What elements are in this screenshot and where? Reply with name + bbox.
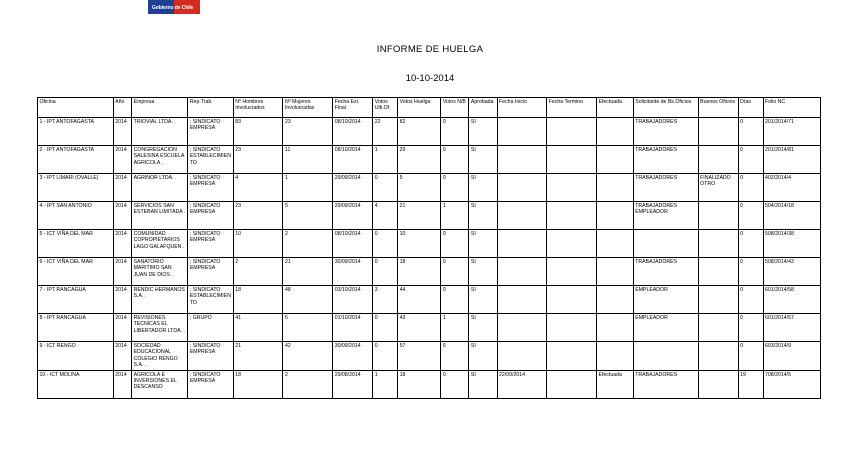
table-cell: 0	[373, 314, 398, 342]
table-cell	[597, 146, 634, 174]
table-cell: 0	[441, 146, 469, 174]
table-cell: 6 - ICT VIÑA DEL MAR	[38, 258, 114, 286]
table-cell	[497, 174, 547, 202]
table-cell	[597, 258, 634, 286]
table-cell	[497, 286, 547, 314]
table-cell: 23	[233, 202, 283, 230]
table-cell: 0	[373, 230, 398, 258]
table-cell: SANATORIO MARITIMO SAN JUAN DE DIOS .	[132, 258, 188, 286]
column-header: Empresa	[132, 98, 188, 118]
table-cell: ; SINDICATO EMPRESA	[188, 258, 233, 286]
table-cell: 19	[738, 370, 763, 398]
table-cell	[497, 342, 547, 371]
table-cell	[547, 174, 597, 202]
table-row	[38, 146, 821, 174]
table-cell: 0	[441, 230, 469, 258]
table-cell: 48	[283, 286, 333, 314]
table-cell	[633, 230, 698, 258]
table-cell: 3	[373, 286, 398, 314]
table-cell: 0	[373, 342, 398, 371]
table-cell	[547, 258, 597, 286]
column-header: Votos Ulti.Of.	[373, 98, 398, 118]
column-header: Fecha Exi. Final	[333, 98, 373, 118]
table-cell: 201/2014/81	[763, 146, 821, 174]
table-cell: 2014	[113, 230, 131, 258]
table-cell: SI	[469, 230, 497, 258]
table-cell: 402/2014/4	[763, 174, 821, 202]
table-cell: 2014	[113, 202, 131, 230]
table-cell	[698, 146, 738, 174]
table-cell: 0	[373, 258, 398, 286]
table-cell	[698, 342, 738, 371]
table-cell: SI	[469, 286, 497, 314]
table-cell: 29/09/2014	[333, 202, 373, 230]
table-row	[38, 230, 821, 258]
table-cell: REVISIONES TECNICAS EL LIBERTADOR LTDA. .	[132, 314, 188, 342]
table-cell: 08/10/2014	[333, 118, 373, 146]
table-cell: 01/10/2014	[333, 314, 373, 342]
table-cell	[698, 286, 738, 314]
table-row	[38, 342, 821, 371]
table-cell: 1	[283, 174, 333, 202]
table-cell: 8 - IPT RANCAGUA	[38, 314, 114, 342]
table-cell: 08/10/2014	[333, 146, 373, 174]
table-cell: 3 - IPT LIMARI (OVALLE)	[38, 174, 114, 202]
table-cell: 10	[398, 230, 441, 258]
table-cell: 2014	[113, 342, 131, 371]
table-cell: 83	[233, 118, 283, 146]
table-cell: 6	[441, 342, 469, 371]
table-cell: 2014	[113, 146, 131, 174]
table-cell: 504/2014/18	[763, 202, 821, 230]
table-cell: 21	[398, 202, 441, 230]
table-cell	[597, 286, 634, 314]
table-cell: 1	[441, 314, 469, 342]
table-cell: 2	[283, 370, 333, 398]
table-cell: 0	[738, 230, 763, 258]
table-cell	[698, 230, 738, 258]
logo-text: Gobierno de Chile	[152, 5, 194, 11]
table-cell: 603/2014/9	[763, 342, 821, 371]
table-cell: ; GRUPO	[188, 314, 233, 342]
table-cell	[597, 342, 634, 371]
column-header: Año	[113, 98, 131, 118]
column-header: Fecha Inicio	[497, 98, 547, 118]
table-cell: 0	[738, 202, 763, 230]
table-cell	[633, 342, 698, 371]
table-cell: 44	[398, 286, 441, 314]
column-header: Rep.Trab.	[188, 98, 233, 118]
strike-report-table	[37, 97, 821, 399]
column-header: Oficina	[38, 98, 114, 118]
table-cell: 29/09/2014	[333, 174, 373, 202]
table-cell	[497, 258, 547, 286]
table-cell	[547, 146, 597, 174]
table-cell: EMPLEADOR	[633, 314, 698, 342]
table-cell: SOCIEDAD EDUCACIONAL COLEGIO RENGO S.A. .	[132, 342, 188, 371]
table-cell: 2 - IPT ANTOFAGASTA	[38, 146, 114, 174]
table-cell: 0	[441, 286, 469, 314]
table-cell: 2014	[113, 370, 131, 398]
table-cell: SI	[469, 342, 497, 371]
table-header-row	[38, 98, 821, 118]
table-cell: SI	[469, 258, 497, 286]
table-cell: 18	[233, 286, 283, 314]
table-row	[38, 314, 821, 342]
table-cell	[547, 230, 597, 258]
table-cell	[547, 286, 597, 314]
table-cell: SI	[469, 370, 497, 398]
table-cell	[597, 314, 634, 342]
table-cell: 43	[398, 314, 441, 342]
table-cell: 5 - ICT VIÑA DEL MAR	[38, 230, 114, 258]
table-cell: ; SINDICATO EMPRESA	[188, 370, 233, 398]
table-row	[38, 286, 821, 314]
table-cell	[497, 146, 547, 174]
table-cell: 23	[283, 118, 333, 146]
table-cell: TRABAJADORES	[633, 146, 698, 174]
table-cell: 11	[283, 146, 333, 174]
table-cell: 2014	[113, 118, 131, 146]
table-cell: 0	[738, 174, 763, 202]
table-row	[38, 370, 821, 398]
table-cell: 2014	[113, 314, 131, 342]
column-header: Solicitante de Bs.Oficios	[633, 98, 698, 118]
table-cell	[547, 314, 597, 342]
table-cell: 2014	[113, 286, 131, 314]
report-title: INFORME DE HUELGA	[376, 44, 484, 55]
table-cell: 22	[373, 118, 398, 146]
column-header: Efectuada	[597, 98, 634, 118]
table-cell	[597, 118, 634, 146]
table-cell	[547, 202, 597, 230]
table-cell: 201/2014/71	[763, 118, 821, 146]
table-cell: CONGREGACION SALESINA ESCUELA AGRICOLA .	[132, 146, 188, 174]
table-cell: SI	[469, 202, 497, 230]
table-cell: 7 - IPT RANCAGUA	[38, 286, 114, 314]
table-cell: ; SINDICATO EMPRESA	[188, 342, 233, 371]
table-cell: 29/08/2014	[333, 370, 373, 398]
column-header: Aprobada	[469, 98, 497, 118]
table-cell: SERVICIOS SAN ESTEBAN LIMITADA .	[132, 202, 188, 230]
table-cell: 0	[738, 118, 763, 146]
table-cell: 2	[233, 258, 283, 286]
table-cell: 18	[398, 258, 441, 286]
table-cell: 10 - ICT MOLINA	[38, 370, 114, 398]
table-cell: COMUNIDAD COPROPIETARIOS LAGO GALAFQUEN .	[132, 230, 188, 258]
table-cell	[698, 202, 738, 230]
table-cell: 22/09/2014	[497, 370, 547, 398]
table-cell: 601/2014/58	[763, 286, 821, 314]
table-cell: SI	[469, 146, 497, 174]
table-cell: 57	[398, 342, 441, 371]
table-cell: 41	[233, 314, 283, 342]
table-cell: 0	[373, 174, 398, 202]
table-cell: 03/10/2014	[333, 286, 373, 314]
table-cell	[698, 118, 738, 146]
table-cell: 1	[441, 202, 469, 230]
table-cell: ; SINDICATO EMPRESA	[188, 230, 233, 258]
table-cell: EMPLEADOR	[633, 286, 698, 314]
table-cell: AGRINOR LTDA. .	[132, 174, 188, 202]
table-row	[38, 118, 821, 146]
table-cell: SI	[469, 174, 497, 202]
table-cell	[497, 314, 547, 342]
column-header: Fecha Termino	[547, 98, 597, 118]
table-cell: 0	[738, 286, 763, 314]
table-cell: 21	[233, 342, 283, 371]
table-cell: 82	[398, 118, 441, 146]
table-cell: 42	[283, 342, 333, 371]
column-header: Días	[738, 98, 763, 118]
table-cell	[597, 174, 634, 202]
column-header: Nº Mujeres Involucradas	[283, 98, 333, 118]
table-cell: AGRICOLA E INVERSIONES EL DESCANSO	[132, 370, 188, 398]
table-cell: 4	[233, 174, 283, 202]
table-cell: TRIOVIAL LTDA. .	[132, 118, 188, 146]
table-cell: 29	[398, 146, 441, 174]
table-cell: ; SINDICATO ESTABLECIMIENTO	[188, 146, 233, 174]
table-cell	[547, 118, 597, 146]
table-row	[38, 174, 821, 202]
table-cell: 0	[441, 118, 469, 146]
table-cell: TRABAJADORES	[633, 118, 698, 146]
table-cell: TRABAJADORES EMPLEADOR	[633, 202, 698, 230]
table-cell: 5	[398, 174, 441, 202]
table-cell: 601/2014/57	[763, 314, 821, 342]
table-cell: 1	[373, 370, 398, 398]
table-cell: 0	[738, 314, 763, 342]
table-cell	[597, 202, 634, 230]
table-cell: 23	[233, 146, 283, 174]
table-cell: 6	[283, 314, 333, 342]
table-cell: 21	[283, 258, 333, 286]
table-cell: 2014	[113, 258, 131, 286]
table-cell: 4	[373, 202, 398, 230]
table-cell: 1	[373, 146, 398, 174]
table-cell: RENDIC HERMANOS S.A. .	[132, 286, 188, 314]
table-cell: 0	[441, 258, 469, 286]
table-cell: 0	[738, 342, 763, 371]
table-cell: 08/10/2014	[333, 230, 373, 258]
column-header: Votos Huelga	[398, 98, 441, 118]
table-cell	[547, 370, 597, 398]
table-cell	[698, 370, 738, 398]
table-cell: SI	[469, 118, 497, 146]
column-header: Votos N/B	[441, 98, 469, 118]
table-cell: 2014	[113, 174, 131, 202]
table-cell: 0	[738, 146, 763, 174]
table-cell: 18	[398, 370, 441, 398]
table-cell: 30/09/2014	[333, 258, 373, 286]
table-cell	[547, 342, 597, 371]
table-cell	[497, 118, 547, 146]
table-cell: 0	[441, 174, 469, 202]
table-cell	[698, 314, 738, 342]
table-cell	[698, 258, 738, 286]
column-header: Folio NC	[763, 98, 821, 118]
column-header: Nº Hombres Involucrados	[233, 98, 283, 118]
table-cell: ; SINDICATO EMPRESA	[188, 118, 233, 146]
table-cell: TRABAJADORES	[633, 258, 698, 286]
table-cell: 9 - ICT RENGO	[38, 342, 114, 371]
table-cell: ; SINDICATO ESTABLECIMIENTO	[188, 286, 233, 314]
table-cell	[597, 230, 634, 258]
table-cell: 10	[233, 230, 283, 258]
table-cell: 2	[283, 230, 333, 258]
table-cell: FINALIZADO OTRO	[698, 174, 738, 202]
table-cell: ; SINDICATO EMPRESA	[188, 174, 233, 202]
table-cell: 18	[233, 370, 283, 398]
table-cell: 5	[283, 202, 333, 230]
table-cell	[497, 202, 547, 230]
table-cell: 1 - IPT ANTOFAGASTA	[38, 118, 114, 146]
table-cell: 30/09/2014	[333, 342, 373, 371]
table-cell: ; SINDICATO EMPRESA	[188, 202, 233, 230]
table-cell: Efectuada	[597, 370, 634, 398]
table-cell: SI	[469, 314, 497, 342]
table-cell: 708/2014/5	[763, 370, 821, 398]
table-row	[38, 202, 821, 230]
table-cell	[497, 230, 547, 258]
column-header: Buenos Oficios	[698, 98, 738, 118]
table-cell: 0	[441, 370, 469, 398]
table-cell: TRABAJADORES	[633, 370, 698, 398]
table-cell: 508/2014/43	[763, 258, 821, 286]
table-row	[38, 258, 821, 286]
report-date: 10-10-2014	[405, 73, 455, 84]
table-cell: 0	[738, 258, 763, 286]
table-cell: 508/2014/38	[763, 230, 821, 258]
table-body	[38, 118, 821, 399]
table-cell: 4 - IPT SAN ANTONIO	[38, 202, 114, 230]
table-cell: TRABAJADORES	[633, 174, 698, 202]
